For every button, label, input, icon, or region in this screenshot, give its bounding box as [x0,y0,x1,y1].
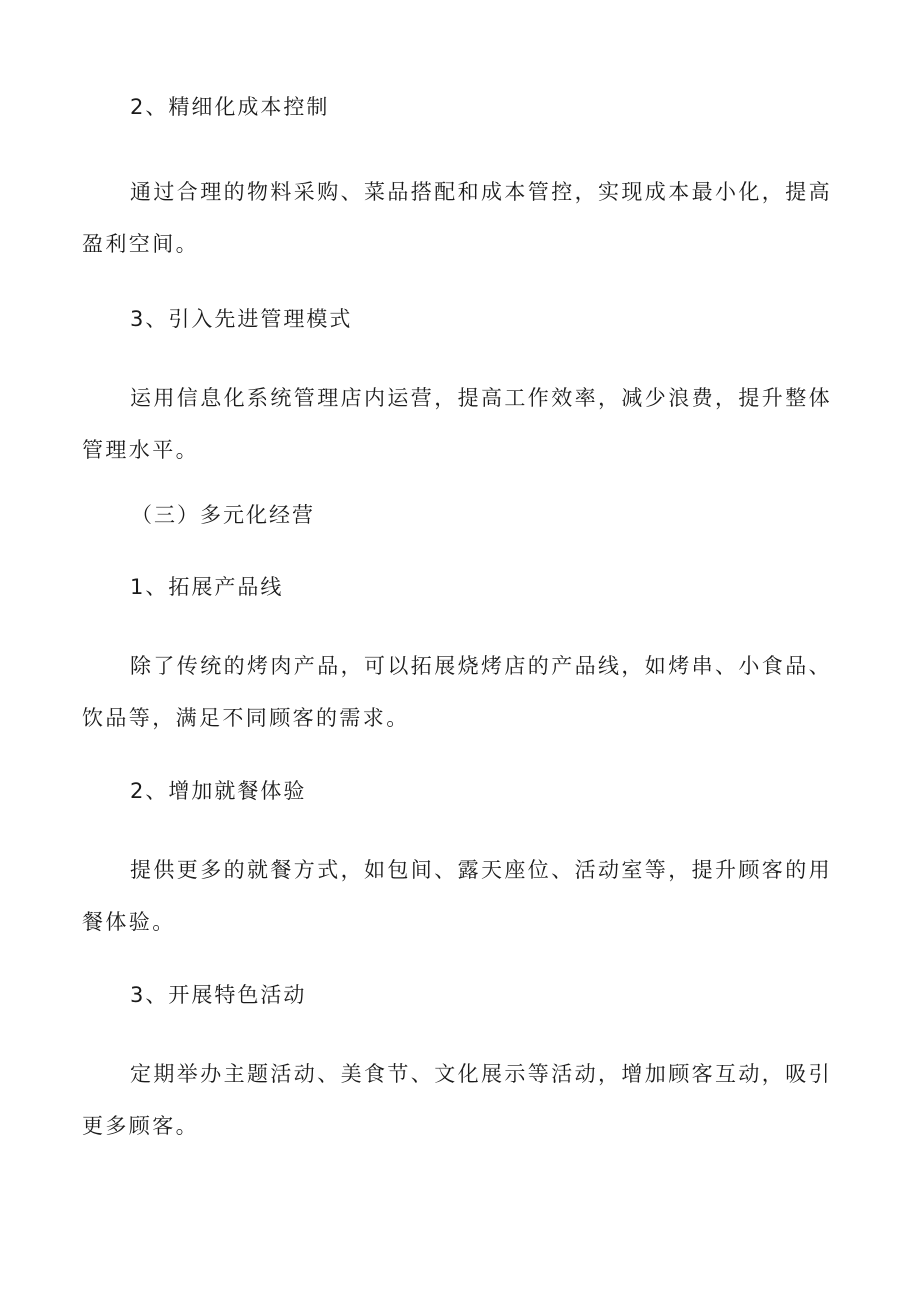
heading-product-line: 1、拓展产品线 [130,575,284,599]
heading-special-events: 3、开展特色活动 [130,983,307,1007]
paragraph-dining-experience: 提供更多的就餐方式，如包间、露天座位、活动室等，提升顾客的用餐体验。 [82,858,832,934]
heading-dining-experience: 2、增加就餐体验 [130,779,307,803]
heading-cost-control: 2、精细化成本控制 [130,95,330,119]
paragraph-product-line: 除了传统的烤肉产品，可以拓展烧烤店的产品线，如烤串、小食品、饮品等，满足不同顾客的需求。 [82,654,832,730]
paragraph-cost-control: 通过合理的物料采购、菜品搭配和成本管控，实现成本最小化，提高盈利空间。 [82,180,832,256]
paragraph-management-mode: 运用信息化系统管理店内运营，提高工作效率，减少浪费，提升整体管理水平。 [82,386,832,462]
heading-management-mode: 3、引入先进管理模式 [130,307,353,331]
section-heading-diversified-operation: （三）多元化经营 [131,503,315,527]
paragraph-special-events: 定期举办主题活动、美食节、文化展示等活动，增加顾客互动，吸引更多顾客。 [82,1062,832,1138]
